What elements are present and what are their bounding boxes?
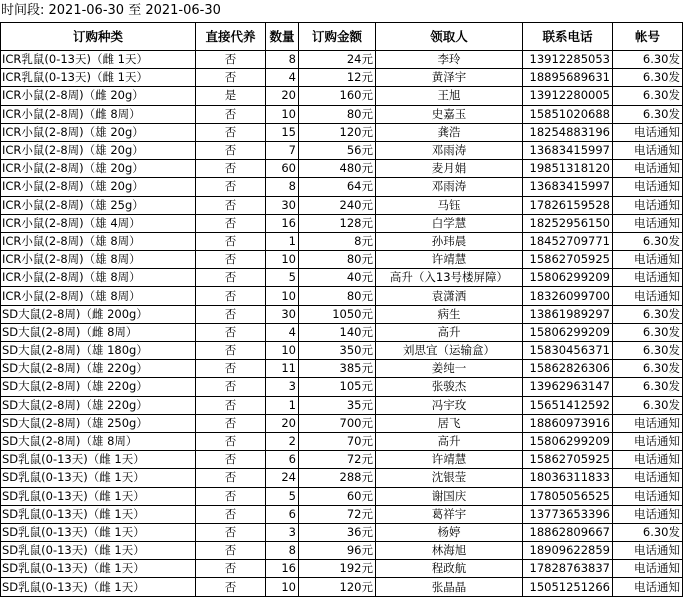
- table-row: [1, 287, 683, 305]
- cell-quantity: 4: [266, 323, 299, 341]
- cell-direct-care: 否: [196, 360, 266, 378]
- cell-order-type: SD乳鼠(0-13天)（雌 1天）: [1, 542, 196, 560]
- cell-order-type: ICR小鼠(2-8周)（雄 20g）: [1, 160, 196, 178]
- cell-direct-care: 否: [196, 487, 266, 505]
- cell-phone: 15651412592: [523, 396, 613, 414]
- cell-recipient: 杨婷: [376, 523, 523, 541]
- cell-quantity: 16: [266, 560, 299, 578]
- cell-phone: 15862826306: [523, 360, 613, 378]
- cell-direct-care: 否: [196, 105, 266, 123]
- cell-account: 电话通知: [613, 178, 683, 196]
- cell-phone: 15862705925: [523, 451, 613, 469]
- cell-account: 6.30发: [613, 87, 683, 105]
- cell-account: 电话通知: [613, 414, 683, 432]
- cell-direct-care: 否: [196, 269, 266, 287]
- cell-order-type: SD大鼠(2-8周)（雄 180g）: [1, 342, 196, 360]
- cell-direct-care: 否: [196, 141, 266, 159]
- cell-account: 电话通知: [613, 505, 683, 523]
- cell-quantity: 10: [266, 251, 299, 269]
- cell-direct-care: 否: [196, 469, 266, 487]
- cell-direct-care: 否: [196, 123, 266, 141]
- cell-order-type: SD乳鼠(0-13天)（雌 1天）: [1, 487, 196, 505]
- cell-order-type: ICR小鼠(2-8周)（雄 8周）: [1, 251, 196, 269]
- cell-quantity: 10: [266, 578, 299, 596]
- cell-quantity: 15: [266, 123, 299, 141]
- cell-phone: 15806299209: [523, 323, 613, 341]
- cell-recipient: 马钰: [376, 196, 523, 214]
- cell-recipient: 居飞: [376, 414, 523, 432]
- cell-account: 电话通知: [613, 123, 683, 141]
- cell-phone: 13962963147: [523, 378, 613, 396]
- cell-amount: 80元: [299, 287, 376, 305]
- cell-amount: 700元: [299, 414, 376, 432]
- cell-quantity: 11: [266, 360, 299, 378]
- cell-amount: 36元: [299, 523, 376, 541]
- cell-direct-care: 否: [196, 287, 266, 305]
- table-row: [1, 232, 683, 250]
- cell-phone: 18036311833: [523, 469, 613, 487]
- cell-amount: 24元: [299, 51, 376, 69]
- cell-phone: 18326099700: [523, 287, 613, 305]
- header-recipient: 领取人: [376, 23, 523, 51]
- table-row: [1, 269, 683, 287]
- cell-quantity: 8: [266, 51, 299, 69]
- cell-direct-care: 否: [196, 305, 266, 323]
- cell-account: 电话通知: [613, 542, 683, 560]
- cell-account: 6.30发: [613, 305, 683, 323]
- cell-direct-care: 否: [196, 232, 266, 250]
- cell-recipient: 邓雨涛: [376, 141, 523, 159]
- cell-quantity: 4: [266, 69, 299, 87]
- cell-recipient: 龚浩: [376, 123, 523, 141]
- cell-phone: 13683415997: [523, 178, 613, 196]
- order-table: [0, 22, 683, 597]
- cell-amount: 56元: [299, 141, 376, 159]
- cell-direct-care: 否: [196, 196, 266, 214]
- cell-order-type: ICR小鼠(2-8周)（雄 8周）: [1, 269, 196, 287]
- cell-account: 6.30发: [613, 69, 683, 87]
- cell-recipient: 病生: [376, 305, 523, 323]
- table-row: [1, 523, 683, 541]
- cell-order-type: SD乳鼠(0-13天)（雌 1天）: [1, 451, 196, 469]
- cell-amount: 350元: [299, 342, 376, 360]
- cell-phone: 13861989297: [523, 305, 613, 323]
- cell-recipient: 沈银莹: [376, 469, 523, 487]
- cell-account: 电话通知: [613, 578, 683, 596]
- cell-phone: 18895689631: [523, 69, 613, 87]
- cell-account: 电话通知: [613, 469, 683, 487]
- table-row: [1, 378, 683, 396]
- cell-order-type: SD大鼠(2-8周)（雄 220g）: [1, 378, 196, 396]
- cell-direct-care: 否: [196, 214, 266, 232]
- table-row: [1, 487, 683, 505]
- cell-account: 电话通知: [613, 432, 683, 450]
- cell-amount: 35元: [299, 396, 376, 414]
- cell-phone: 18252956150: [523, 214, 613, 232]
- cell-quantity: 8: [266, 542, 299, 560]
- cell-amount: 60元: [299, 487, 376, 505]
- cell-recipient: 白学慧: [376, 214, 523, 232]
- cell-amount: 128元: [299, 214, 376, 232]
- table-row: [1, 396, 683, 414]
- cell-account: 6.30发: [613, 232, 683, 250]
- cell-order-type: SD大鼠(2-8周)（雌 200g）: [1, 305, 196, 323]
- cell-quantity: 5: [266, 487, 299, 505]
- cell-account: 6.30发: [613, 105, 683, 123]
- table-row: [1, 542, 683, 560]
- cell-quantity: 2: [266, 432, 299, 450]
- cell-account: 6.30发: [613, 51, 683, 69]
- cell-quantity: 24: [266, 469, 299, 487]
- table-row: [1, 323, 683, 341]
- table-row: [1, 178, 683, 196]
- cell-direct-care: 否: [196, 178, 266, 196]
- cell-order-type: SD大鼠(2-8周)（雄 250g）: [1, 414, 196, 432]
- table-row: [1, 141, 683, 159]
- cell-recipient: 葛祥宇: [376, 505, 523, 523]
- cell-recipient: 高升（入13号楼屏障）: [376, 269, 523, 287]
- cell-direct-care: 否: [196, 378, 266, 396]
- cell-phone: 19851318120: [523, 160, 613, 178]
- cell-account: 6.30发: [613, 396, 683, 414]
- cell-amount: 120元: [299, 578, 376, 596]
- cell-quantity: 20: [266, 414, 299, 432]
- cell-amount: 64元: [299, 178, 376, 196]
- cell-recipient: 王旭: [376, 87, 523, 105]
- cell-account: 电话通知: [613, 269, 683, 287]
- cell-recipient: 刘思宜（运输盒）: [376, 342, 523, 360]
- table-row: [1, 160, 683, 178]
- cell-account: 电话通知: [613, 487, 683, 505]
- cell-quantity: 10: [266, 287, 299, 305]
- cell-amount: 288元: [299, 469, 376, 487]
- cell-amount: 72元: [299, 451, 376, 469]
- cell-order-type: ICR乳鼠(0-13天)（雌 1天）: [1, 51, 196, 69]
- cell-order-type: SD乳鼠(0-13天)（雌 1天）: [1, 578, 196, 596]
- cell-account: 电话通知: [613, 160, 683, 178]
- cell-account: 电话通知: [613, 251, 683, 269]
- cell-order-type: SD乳鼠(0-13天)（雌 1天）: [1, 469, 196, 487]
- cell-order-type: SD乳鼠(0-13天)（雌 1天）: [1, 523, 196, 541]
- cell-recipient: 谢国庆: [376, 487, 523, 505]
- table-row: [1, 342, 683, 360]
- header-amount: 订购金额: [299, 23, 376, 51]
- cell-quantity: 16: [266, 214, 299, 232]
- cell-amount: 120元: [299, 123, 376, 141]
- cell-direct-care: 否: [196, 560, 266, 578]
- cell-quantity: 5: [266, 269, 299, 287]
- table-row: [1, 469, 683, 487]
- cell-phone: 17826159528: [523, 196, 613, 214]
- cell-direct-care: 否: [196, 578, 266, 596]
- cell-amount: 40元: [299, 269, 376, 287]
- cell-direct-care: 否: [196, 396, 266, 414]
- cell-amount: 70元: [299, 432, 376, 450]
- cell-amount: 192元: [299, 560, 376, 578]
- cell-amount: 72元: [299, 505, 376, 523]
- table-row: [1, 578, 683, 596]
- cell-direct-care: 否: [196, 160, 266, 178]
- cell-order-type: ICR小鼠(2-8周)（雄 20g）: [1, 123, 196, 141]
- table-row: [1, 196, 683, 214]
- cell-amount: 96元: [299, 542, 376, 560]
- cell-phone: 18254883196: [523, 123, 613, 141]
- cell-recipient: 张骏杰: [376, 378, 523, 396]
- cell-phone: 13912285053: [523, 51, 613, 69]
- cell-recipient: 史嘉玉: [376, 105, 523, 123]
- cell-order-type: SD乳鼠(0-13天)（雌 1天）: [1, 505, 196, 523]
- cell-order-type: SD乳鼠(0-13天)（雌 1天）: [1, 560, 196, 578]
- cell-phone: 15862705925: [523, 251, 613, 269]
- cell-amount: 385元: [299, 360, 376, 378]
- cell-order-type: ICR小鼠(2-8周)（雄 8周）: [1, 287, 196, 305]
- table-row: [1, 305, 683, 323]
- cell-account: 6.30发: [613, 360, 683, 378]
- cell-direct-care: 否: [196, 523, 266, 541]
- table-row: [1, 214, 683, 232]
- cell-order-type: SD大鼠(2-8周)（雄 220g）: [1, 360, 196, 378]
- cell-quantity: 8: [266, 178, 299, 196]
- cell-phone: 15806299209: [523, 432, 613, 450]
- cell-phone: 17805056525: [523, 487, 613, 505]
- cell-quantity: 30: [266, 305, 299, 323]
- cell-order-type: ICR小鼠(2-8周)（雌 8周）: [1, 105, 196, 123]
- cell-direct-care: 否: [196, 323, 266, 341]
- cell-quantity: 30: [266, 196, 299, 214]
- cell-direct-care: 否: [196, 251, 266, 269]
- cell-phone: 18452709771: [523, 232, 613, 250]
- cell-quantity: 10: [266, 105, 299, 123]
- header-phone: 联系电话: [523, 23, 613, 51]
- cell-phone: 13683415997: [523, 141, 613, 159]
- cell-direct-care: 否: [196, 451, 266, 469]
- cell-direct-care: 否: [196, 432, 266, 450]
- cell-amount: 160元: [299, 87, 376, 105]
- table-row: [1, 505, 683, 523]
- table-row: [1, 123, 683, 141]
- cell-order-type: ICR小鼠(2-8周)（雄 4周）: [1, 214, 196, 232]
- cell-recipient: 许靖慧: [376, 251, 523, 269]
- table-row: [1, 360, 683, 378]
- cell-phone: 15051251266: [523, 578, 613, 596]
- cell-phone: 15830456371: [523, 342, 613, 360]
- cell-amount: 240元: [299, 196, 376, 214]
- cell-order-type: ICR小鼠(2-8周)（雄 25g）: [1, 196, 196, 214]
- cell-quantity: 60: [266, 160, 299, 178]
- cell-direct-care: 否: [196, 342, 266, 360]
- header-order-type: 订购种类: [1, 23, 196, 51]
- table-row: [1, 560, 683, 578]
- header-direct-care: 直接代养: [196, 23, 266, 51]
- cell-quantity: 3: [266, 523, 299, 541]
- cell-recipient: 邓雨涛: [376, 178, 523, 196]
- cell-phone: 13912280005: [523, 87, 613, 105]
- cell-amount: 140元: [299, 323, 376, 341]
- cell-amount: 80元: [299, 251, 376, 269]
- cell-direct-care: 否: [196, 414, 266, 432]
- cell-quantity: 1: [266, 396, 299, 414]
- cell-amount: 1050元: [299, 305, 376, 323]
- table-row: [1, 414, 683, 432]
- cell-amount: 105元: [299, 378, 376, 396]
- header-row: [1, 23, 683, 51]
- cell-recipient: 高升: [376, 432, 523, 450]
- cell-recipient: 冯宇玫: [376, 396, 523, 414]
- cell-amount: 8元: [299, 232, 376, 250]
- cell-recipient: 高升: [376, 323, 523, 341]
- cell-phone: 18860973916: [523, 414, 613, 432]
- cell-order-type: ICR小鼠(2-8周)（雄 20g）: [1, 141, 196, 159]
- cell-phone: 15851020688: [523, 105, 613, 123]
- cell-order-type: SD大鼠(2-8周)（雄 8周）: [1, 432, 196, 450]
- table-row: [1, 451, 683, 469]
- cell-phone: 18909622859: [523, 542, 613, 560]
- cell-account: 电话通知: [613, 214, 683, 232]
- cell-order-type: ICR小鼠(2-8周)（雄 20g）: [1, 178, 196, 196]
- cell-account: 电话通知: [613, 451, 683, 469]
- cell-direct-care: 否: [196, 51, 266, 69]
- cell-recipient: 林海旭: [376, 542, 523, 560]
- cell-amount: 480元: [299, 160, 376, 178]
- cell-direct-care: 是: [196, 87, 266, 105]
- cell-account: 6.30发: [613, 323, 683, 341]
- cell-account: 电话通知: [613, 287, 683, 305]
- cell-quantity: 6: [266, 505, 299, 523]
- cell-order-type: ICR小鼠(2-8周)（雄 8周）: [1, 232, 196, 250]
- cell-direct-care: 否: [196, 505, 266, 523]
- cell-phone: 17828763837: [523, 560, 613, 578]
- cell-recipient: 麦月娟: [376, 160, 523, 178]
- cell-account: 电话通知: [613, 196, 683, 214]
- header-account: 帐号: [613, 23, 683, 51]
- cell-recipient: 张晶晶: [376, 578, 523, 596]
- cell-recipient: 姜纯一: [376, 360, 523, 378]
- cell-order-type: SD大鼠(2-8周)（雄 220g）: [1, 396, 196, 414]
- table-row: [1, 87, 683, 105]
- cell-account: 电话通知: [613, 141, 683, 159]
- cell-order-type: SD大鼠(2-8周)（雌 8周）: [1, 323, 196, 341]
- cell-account: 6.30发: [613, 523, 683, 541]
- cell-quantity: 1: [266, 232, 299, 250]
- cell-quantity: 6: [266, 451, 299, 469]
- cell-amount: 12元: [299, 69, 376, 87]
- table-row: [1, 51, 683, 69]
- table-row: [1, 432, 683, 450]
- cell-recipient: 许靖慧: [376, 451, 523, 469]
- cell-recipient: 李玲: [376, 51, 523, 69]
- cell-quantity: 7: [266, 141, 299, 159]
- cell-quantity: 3: [266, 378, 299, 396]
- cell-direct-care: 否: [196, 69, 266, 87]
- cell-recipient: 孙玮晨: [376, 232, 523, 250]
- cell-phone: 15806299209: [523, 269, 613, 287]
- cell-order-type: ICR乳鼠(0-13天)（雌 1天）: [1, 69, 196, 87]
- cell-recipient: 程政航: [376, 560, 523, 578]
- cell-account: 电话通知: [613, 560, 683, 578]
- cell-phone: 18862809667: [523, 523, 613, 541]
- cell-quantity: 20: [266, 87, 299, 105]
- date-range-title: 时间段: 2021-06-30 至 2021-06-30: [1, 3, 221, 18]
- table-row: [1, 251, 683, 269]
- cell-phone: 13773653396: [523, 505, 613, 523]
- cell-quantity: 10: [266, 342, 299, 360]
- table-row: [1, 105, 683, 123]
- cell-direct-care: 否: [196, 542, 266, 560]
- cell-amount: 80元: [299, 105, 376, 123]
- cell-order-type: ICR小鼠(2-8周)（雌 20g）: [1, 87, 196, 105]
- cell-account: 6.30发: [613, 342, 683, 360]
- table-row: [1, 69, 683, 87]
- cell-recipient: 袁潇洒: [376, 287, 523, 305]
- cell-account: 6.30发: [613, 378, 683, 396]
- cell-recipient: 黄泽宇: [376, 69, 523, 87]
- header-quantity: 数量: [266, 23, 299, 51]
